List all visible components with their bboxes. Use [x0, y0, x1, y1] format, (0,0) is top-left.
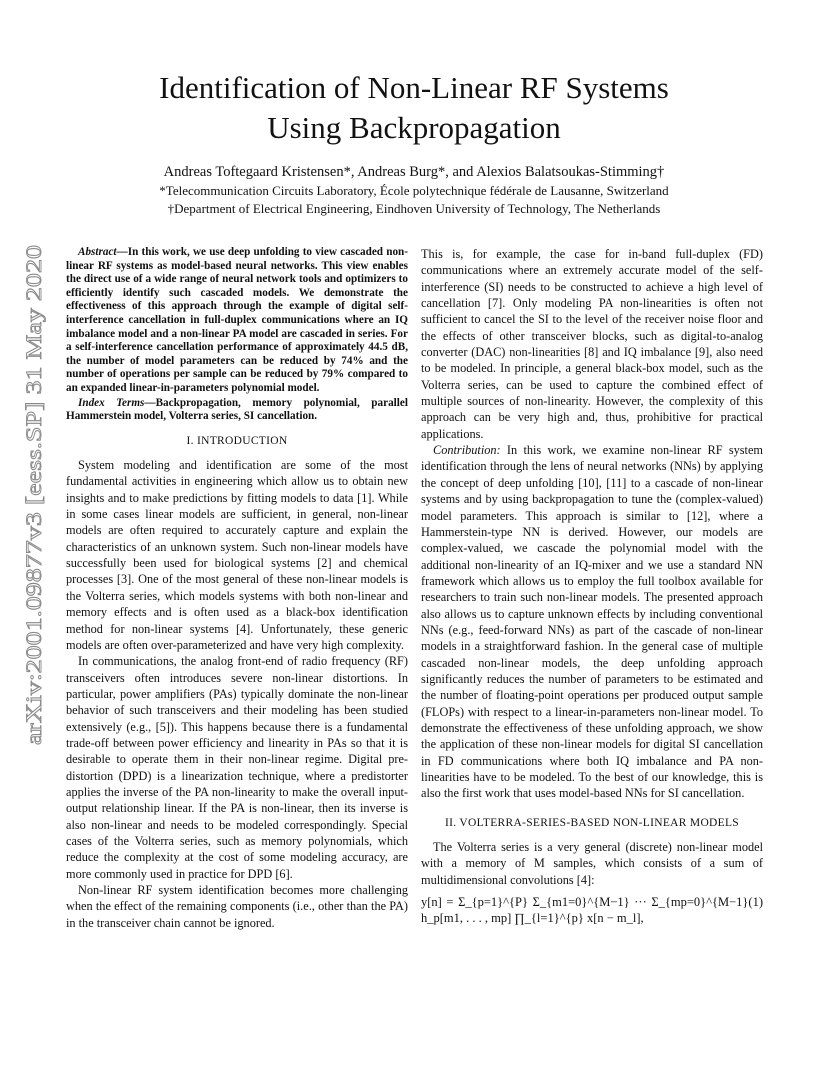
- right-column: [421, 246, 763, 933]
- abstract-label: Abstract: [78, 246, 117, 258]
- equation-number: (1): [748, 895, 763, 910]
- section-2-heading: II. VOLTERRA-SERIES-BASED NON-LINEAR MODELS: [444, 816, 739, 829]
- arxiv-stamp-text: arXiv:2001.09877v3 [eess.SP] 31 May 2020: [21, 352, 46, 745]
- paper-title: [0, 68, 828, 148]
- intro-paragraph-2: In communications, the analog front-end of radio frequency (RF) transceivers often introduces severe non-linear distortions. In particular, power amplifiers (PAs) typically dominate the non-linear behavior of such transceivers and their modeling has been studied extensively (e.g., [5]). This happens because there is a fundamental trade-off between power efficiency and linearity in PAs so that it is desirable to operate them in their non-linear regime. Digital pre-distortion (DPD) is a linearization technique, where a predistorter applies the inverse of the PA non-linearity to make the overall input-output relationship linear. If the PA is non-linear, then its inverse is also non-linear and needs to be modeled correspondingly. Special cases of the Volterra series, such as memory polynomials, which reduce the complexity at the cost of some modeling accuracy, are more commonly used in practice for DPD [6].: [66, 654, 408, 881]
- right-paragraph-1: This is, for example, the case for in-band full-duplex (FD) communications where an extremely accurate model of the self-interference (SI) needs to be constructed to achieve a high level of cancellation [7]. Only modeling PA non-linearities is often not sufficient to cancel the SI to the level of the receiver noise floor and the effects of other transceiver blocks, such as digital-to-analog converter (DAC) non-linearities [8] and IQ imbalance [9], also need to be modeled. In principle, a general black-box model, such as the Volterra series, can be used to capture the combined effect of multiple sources of non-linearity. However, the complexity of this approach can be very high and, thus, prohibitive for practical applications.: [421, 247, 763, 441]
- index-terms: [66, 397, 408, 424]
- title-line-1: Identification of Non-Linear RF Systems: [159, 70, 669, 105]
- authors: Andreas Toftegaard Kristensen*, Andreas Burg*, and Alexios Balatsoukas-Stimming†: [163, 164, 665, 180]
- intro-paragraph-3: Non-linear RF system identification becomes more challenging when the effect of the remaining components (i.e., other than the PA) in the transceiver chain cannot be ignored.: [66, 883, 408, 930]
- equation-body: y[n] = Σ_{p=1}^{P} Σ_{m1=0}^{M−1} ··· Σ_{mp=0}^{M−1} h_p[m1, . . . , mp] ∏_{l=1}^{p} x[n − m_l],: [421, 895, 749, 926]
- section-1-heading: I. INTRODUCTION: [186, 434, 288, 447]
- contribution-label: Contribution:: [433, 443, 501, 458]
- affiliation-2: †Department of Electrical Engineering, Eindhoven University of Technology, The Netherlands: [167, 201, 661, 216]
- contribution-text: In this work, we examine non-linear RF system identification through the lens of neural networks (NNs) by applying the concept of deep unfolding [10], [11] to a cascade of non-linear systems and by using backpropagation to tune the (complex-valued) model parameters. This approach is similar to [12], where a Hammerstein-type NN is derived. However, our models are complex-valued, we cascade the polynomial model with the additional non-linearity of an IQ-mixer and we use a standard NN framework which allows us to employ the full toolbox available for researchers to train such non-linear models. The presented approach also allows us to capture unknown effects by including conventional NNs (e.g., feed-forward NNs) as part of the cascade of non-linear models in a straightforward fashion. In the general case of multiple cascaded non-linear models, the deep unfolding approach significantly reduces the number of parameters to be estimated and the number of floating-point operations per produced output sample (FLOPs) with respect to a linear-in-parameters non-linear model. To demonstrate the effectiveness of these unfolding approach, we show the application of these non-linear models for digital SI cancellation in FD communications where both IQ imbalance and PA non-linearities have to be modeled. To the best of our knowledge, this is also the first work that uses model-based NNs for SI cancellation.: [421, 443, 763, 801]
- index-terms-text: —Backpropagation, memory polynomial, parallel Hammerstein model, Volterra series, SI cancellation.: [66, 396, 408, 423]
- intro-paragraph-1: System modeling and identification are some of the most fundamental activities in engineering which allow us to obtain new insights and to make predictions by fitting models to data [1]. While in some cases linear models are sufficient, in general, non-linear models are often required to accurately capture and explain the characteristics of an unknown system. Such non-linear models have successfully been used for biological systems [2] and chemical processes [3]. One of the most general of these non-linear models is the Volterra series, which models systems with both non-linear and memory effects and is often used as a black-box identification method for non-linear systems [4]. Unfortunately, these generic models are often over-parameterized and have very high complexity.: [66, 458, 408, 652]
- index-terms-label: Index Terms: [78, 396, 145, 409]
- volterra-paragraph: The Volterra series is a very general (discrete) non-linear model with a memory of M samples, which consists of a sum of multidimensional convolutions [4]:: [421, 840, 763, 887]
- equation-1: [421, 894, 763, 927]
- affiliation-1: *Telecommunication Circuits Laboratory, École polytechnique fédérale de Lausanne, Switzerland: [159, 183, 669, 198]
- title-line-2: Using Backpropagation: [267, 110, 561, 145]
- abstract-text: —In this work, we use deep unfolding to view cascaded non-linear RF systems as model-based neural networks. This view enables the direct use of a wide range of neural network tools and optimizers to efficiently identify such cascaded models. We demonstrate the effectiveness of this approach through the example of digital self-interference cancellation in full-duplex communications where an IQ imbalance model and a non-linear PA model are cascaded in series. For a self-interference cancellation performance of approximately 44.5 dB, the number of model parameters can be reduced by 74% and the number of operations per sample can be reduced by 79% compared to an expanded linear-in-parameters polynomial model.: [66, 246, 408, 394]
- abstract: [66, 246, 408, 396]
- contribution-paragraph: [421, 442, 763, 802]
- arxiv-stamp: [10, 240, 50, 750]
- left-column: [66, 246, 408, 931]
